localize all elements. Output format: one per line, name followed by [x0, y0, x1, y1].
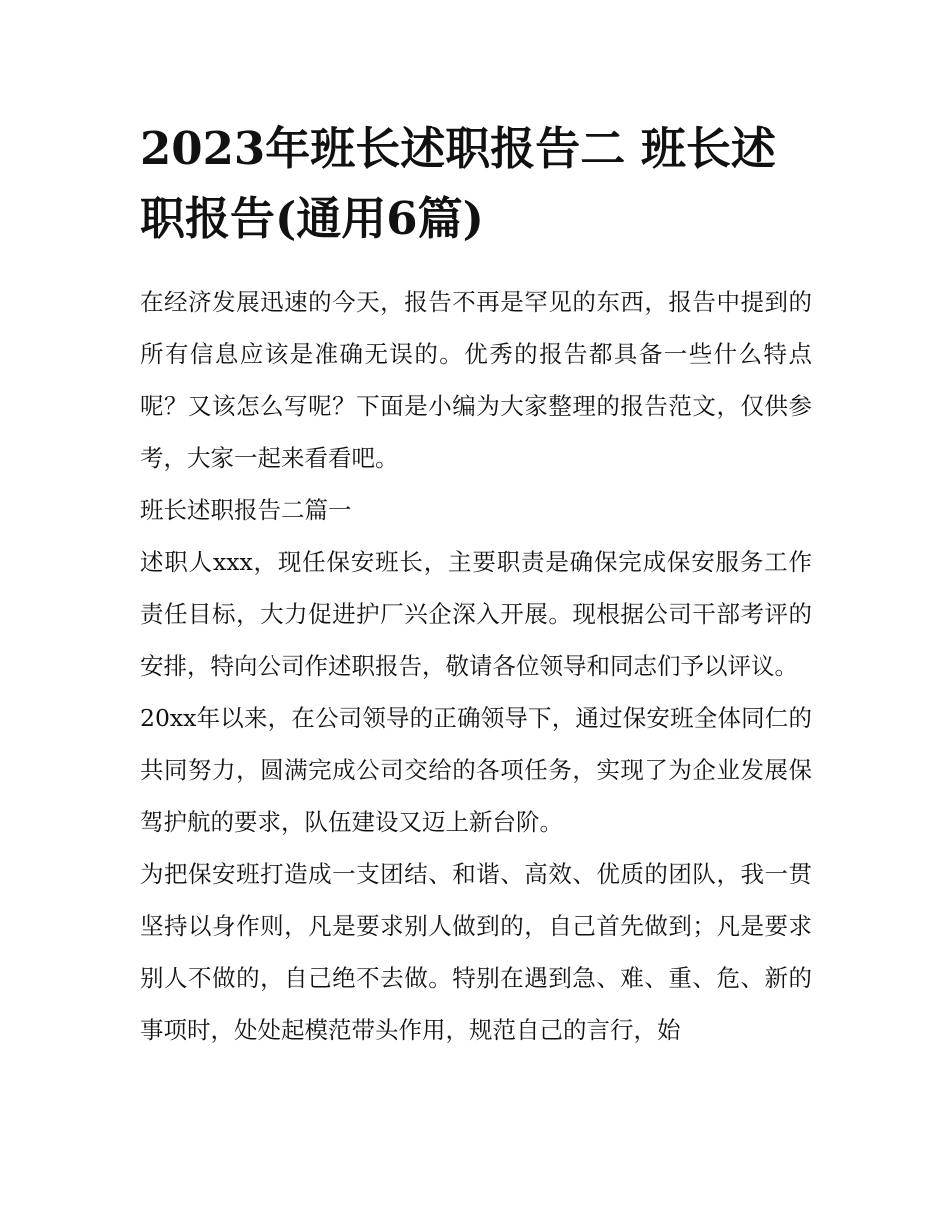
paragraph-2: 20xx年以来，在公司领导的正确领导下，通过保安班全体同仁的共同努力，圆满完成公司交给的各项任务，实现了为企业发展保驾护航的要求，队伍建设又迈上新台阶。	[140, 704, 812, 836]
document-title: 2023年班长述职报告二 班长述职报告(通用6篇)	[140, 122, 776, 245]
paragraph-1: 述职人xxx，现任保安班长，主要职责是确保完成保安服务工作责任目标，大力促进护厂兴企深入开展。现根据公司干部考评的安排，特向公司作述职报告，敬请各位领导和同志们予以评议。	[140, 548, 812, 680]
paragraph-3: 为把保安班打造成一支团结、和谐、高效、优质的团队，我一贯坚持以身作则，凡是要求别人做到的，自己首先做到；凡是要求别人不做的，自己绝不去做。特别在遇到急、难、重、危、新的事项时，处处起模范带头作用，规范自己的言行，始	[140, 860, 812, 1044]
section-heading: 班长述职报告二篇一	[140, 496, 352, 524]
paragraph-intro: 在经济发展迅速的今天，报告不再是罕见的东西，报告中提到的所有信息应该是准确无误的。优秀的报告都具备一些什么特点呢？又该怎么写呢？下面是小编为大家整理的报告范文，仅供参考，大家一起来看看吧。	[140, 288, 812, 472]
document-body	[140, 114, 812, 1056]
